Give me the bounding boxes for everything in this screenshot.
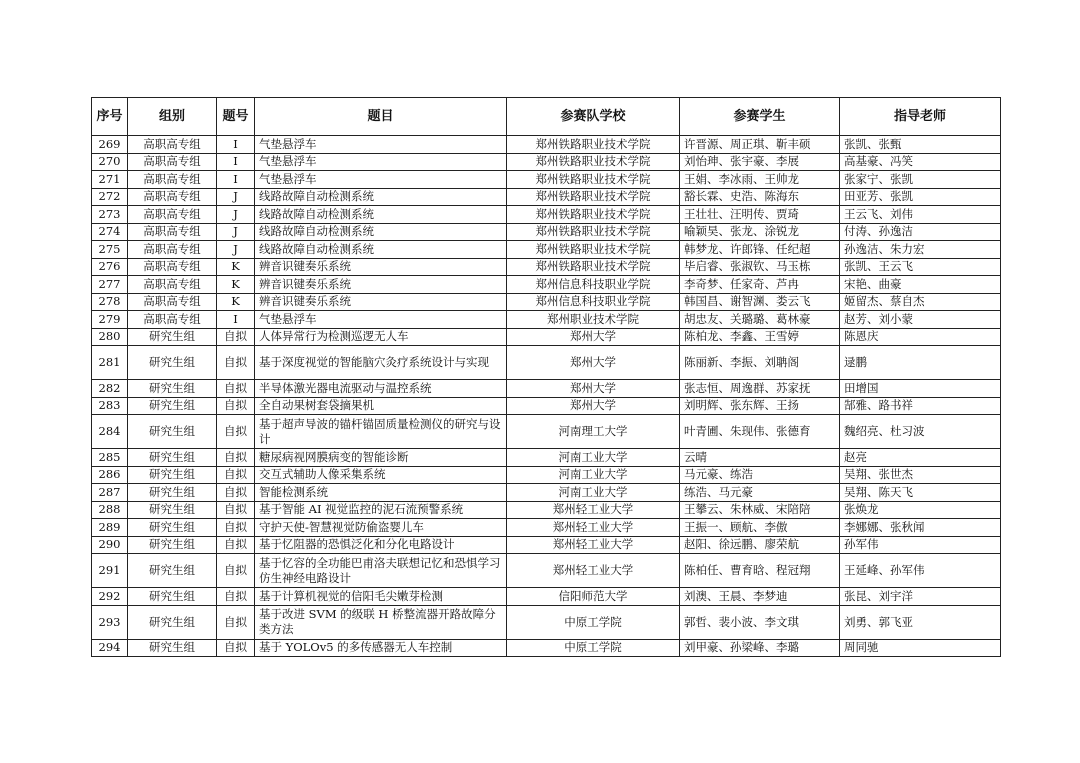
cell-students: 云晴 (680, 449, 840, 467)
table-row (92, 519, 1001, 537)
cell-group: 高职高专组 (128, 136, 217, 154)
table-row (92, 536, 1001, 554)
cell-title: 辨音识键奏乐系统 (255, 276, 507, 294)
cell-group: 高职高专组 (128, 258, 217, 276)
table-row (92, 484, 1001, 502)
cell-code: J (217, 241, 255, 259)
cell-teachers: 陈恩庆 (840, 328, 1001, 346)
cell-index: 291 (92, 554, 128, 588)
table-row (92, 346, 1001, 380)
cell-group: 高职高专组 (128, 223, 217, 241)
cell-title: 气垫悬浮车 (255, 136, 507, 154)
cell-students: 陈丽新、李振、刘聃阁 (680, 346, 840, 380)
cell-code: K (217, 293, 255, 311)
cell-students: 刘明辉、张东辉、王扬 (680, 397, 840, 415)
cell-index: 293 (92, 605, 128, 639)
cell-code: 自拟 (217, 449, 255, 467)
cell-index: 278 (92, 293, 128, 311)
table-row (92, 501, 1001, 519)
award-table (91, 97, 1001, 657)
cell-students: 李奇梦、任家奇、芦冉 (680, 276, 840, 294)
table-row (92, 223, 1001, 241)
cell-title: 智能检测系统 (255, 484, 507, 502)
cell-school: 河南工业大学 (507, 484, 680, 502)
cell-title: 基于超声导波的锚杆锚固质量检测仪的研究与设计 (255, 415, 507, 449)
cell-school: 河南工业大学 (507, 466, 680, 484)
cell-group: 研究生组 (128, 346, 217, 380)
cell-school: 郑州铁路职业技术学院 (507, 223, 680, 241)
cell-teachers: 张家宁、张凯 (840, 171, 1001, 189)
table-row (92, 258, 1001, 276)
cell-group: 高职高专组 (128, 153, 217, 171)
cell-group: 研究生组 (128, 415, 217, 449)
cell-group: 高职高专组 (128, 188, 217, 206)
cell-code: I (217, 171, 255, 189)
cell-school: 信阳师范大学 (507, 588, 680, 606)
cell-students: 王壮壮、汪明传、贾琦 (680, 206, 840, 224)
cell-code: 自拟 (217, 605, 255, 639)
cell-title: 基于忆容的全功能巴甫洛夫联想记忆和恐惧学习仿生神经电路设计 (255, 554, 507, 588)
cell-index: 272 (92, 188, 128, 206)
cell-index: 273 (92, 206, 128, 224)
cell-teachers: 张凯、张甄 (840, 136, 1001, 154)
cell-title: 半导体激光器电流驱动与温控系统 (255, 380, 507, 398)
header-school: 参赛队学校 (507, 98, 680, 136)
cell-teachers: 李娜娜、张秋闻 (840, 519, 1001, 537)
cell-group: 研究生组 (128, 519, 217, 537)
cell-teachers: 赵芳、刘小蒙 (840, 311, 1001, 329)
cell-title: 线路故障自动检测系统 (255, 241, 507, 259)
table-row (92, 380, 1001, 398)
cell-title: 交互式辅助人像采集系统 (255, 466, 507, 484)
table-row (92, 293, 1001, 311)
cell-title: 糖尿病视网膜病变的智能诊断 (255, 449, 507, 467)
cell-teachers: 张焕龙 (840, 501, 1001, 519)
cell-teachers: 姬留杰、蔡自杰 (840, 293, 1001, 311)
header-students: 参赛学生 (680, 98, 840, 136)
cell-title: 全自动果树套袋摘果机 (255, 397, 507, 415)
cell-students: 王振一、顾航、李傲 (680, 519, 840, 537)
cell-teachers: 刘勇、郭飞亚 (840, 605, 1001, 639)
cell-school: 河南工业大学 (507, 449, 680, 467)
table-row (92, 171, 1001, 189)
cell-teachers: 张凯、王云飞 (840, 258, 1001, 276)
table-row (92, 449, 1001, 467)
cell-code: 自拟 (217, 328, 255, 346)
cell-school: 河南理工大学 (507, 415, 680, 449)
cell-group: 高职高专组 (128, 311, 217, 329)
cell-school: 中原工学院 (507, 605, 680, 639)
cell-index: 289 (92, 519, 128, 537)
cell-title: 线路故障自动检测系统 (255, 206, 507, 224)
cell-students: 王娟、李冰雨、王帅龙 (680, 171, 840, 189)
cell-teachers: 孙逸洁、朱力宏 (840, 241, 1001, 259)
cell-group: 研究生组 (128, 605, 217, 639)
cell-teachers: 吴翔、陈天飞 (840, 484, 1001, 502)
cell-group: 研究生组 (128, 588, 217, 606)
cell-group: 研究生组 (128, 501, 217, 519)
table-row (92, 153, 1001, 171)
table-row (92, 554, 1001, 588)
cell-students: 赵阳、徐远鹏、廖荣航 (680, 536, 840, 554)
cell-group: 研究生组 (128, 328, 217, 346)
table-row (92, 588, 1001, 606)
cell-code: K (217, 276, 255, 294)
cell-title: 基于 YOLOv5 的多传感器无人车控制 (255, 639, 507, 657)
cell-teachers: 魏绍亮、杜习波 (840, 415, 1001, 449)
cell-school: 郑州大学 (507, 397, 680, 415)
cell-teachers: 付涛、孙逸洁 (840, 223, 1001, 241)
cell-teachers: 张昆、刘宇洋 (840, 588, 1001, 606)
cell-group: 高职高专组 (128, 241, 217, 259)
cell-index: 292 (92, 588, 128, 606)
cell-title: 气垫悬浮车 (255, 153, 507, 171)
table-row (92, 466, 1001, 484)
cell-school: 郑州大学 (507, 346, 680, 380)
cell-code: 自拟 (217, 380, 255, 398)
cell-group: 研究生组 (128, 397, 217, 415)
cell-index: 279 (92, 311, 128, 329)
cell-school: 郑州铁路职业技术学院 (507, 188, 680, 206)
cell-students: 刘怡珅、张宇豪、李展 (680, 153, 840, 171)
header-group: 组别 (128, 98, 217, 136)
cell-code: J (217, 223, 255, 241)
cell-index: 285 (92, 449, 128, 467)
header-teachers: 指导老师 (840, 98, 1001, 136)
cell-index: 294 (92, 639, 128, 657)
cell-index: 290 (92, 536, 128, 554)
table-body (92, 136, 1001, 657)
cell-index: 271 (92, 171, 128, 189)
cell-index: 274 (92, 223, 128, 241)
cell-school: 郑州大学 (507, 328, 680, 346)
cell-group: 研究生组 (128, 380, 217, 398)
table-row (92, 241, 1001, 259)
cell-code: J (217, 206, 255, 224)
cell-group: 研究生组 (128, 536, 217, 554)
cell-teachers: 赵亮 (840, 449, 1001, 467)
cell-teachers: 宋艳、曲豪 (840, 276, 1001, 294)
cell-index: 276 (92, 258, 128, 276)
cell-school: 郑州铁路职业技术学院 (507, 258, 680, 276)
cell-teachers: 田增国 (840, 380, 1001, 398)
cell-group: 研究生组 (128, 639, 217, 657)
cell-index: 269 (92, 136, 128, 154)
cell-title: 人体异常行为检测巡逻无人车 (255, 328, 507, 346)
cell-teachers: 郜雅、路书祥 (840, 397, 1001, 415)
cell-school: 郑州信息科技职业学院 (507, 276, 680, 294)
cell-index: 288 (92, 501, 128, 519)
header-title: 题目 (255, 98, 507, 136)
table-row (92, 206, 1001, 224)
cell-students: 张志恒、周逸群、苏家抚 (680, 380, 840, 398)
cell-group: 研究生组 (128, 554, 217, 588)
cell-code: 自拟 (217, 415, 255, 449)
cell-students: 韩国昌、谢智渊、娄云飞 (680, 293, 840, 311)
cell-teachers: 田亚芳、张凯 (840, 188, 1001, 206)
table-row (92, 605, 1001, 639)
cell-code: 自拟 (217, 501, 255, 519)
cell-school: 郑州铁路职业技术学院 (507, 241, 680, 259)
cell-group: 高职高专组 (128, 171, 217, 189)
cell-students: 陈柏任、曹育晗、程冠翔 (680, 554, 840, 588)
cell-index: 284 (92, 415, 128, 449)
cell-school: 郑州轻工业大学 (507, 501, 680, 519)
cell-title: 辨音识键奏乐系统 (255, 293, 507, 311)
cell-group: 高职高专组 (128, 206, 217, 224)
cell-index: 281 (92, 346, 128, 380)
cell-code: 自拟 (217, 484, 255, 502)
table-row (92, 639, 1001, 657)
cell-code: 自拟 (217, 554, 255, 588)
cell-students: 许晋源、周正琪、靳丰硕 (680, 136, 840, 154)
cell-code: 自拟 (217, 466, 255, 484)
cell-students: 陈柏龙、李鑫、王雪婷 (680, 328, 840, 346)
cell-school: 郑州职业技术学院 (507, 311, 680, 329)
cell-title: 辨音识键奏乐系统 (255, 258, 507, 276)
table-row (92, 136, 1001, 154)
cell-title: 守护天使-智慧视觉防偷盗婴儿车 (255, 519, 507, 537)
cell-teachers: 周同驰 (840, 639, 1001, 657)
cell-index: 280 (92, 328, 128, 346)
cell-students: 喻颖昊、张龙、涂锐龙 (680, 223, 840, 241)
table-row (92, 328, 1001, 346)
cell-teachers: 逯鹏 (840, 346, 1001, 380)
cell-code: I (217, 311, 255, 329)
cell-title: 基于忆阻器的恐惧泛化和分化电路设计 (255, 536, 507, 554)
cell-code: 自拟 (217, 588, 255, 606)
cell-teachers: 王云飞、刘伟 (840, 206, 1001, 224)
cell-group: 高职高专组 (128, 293, 217, 311)
cell-students: 豁长霖、史浩、陈海东 (680, 188, 840, 206)
cell-title: 线路故障自动检测系统 (255, 188, 507, 206)
cell-title: 基于计算机视觉的信阳毛尖嫩芽检测 (255, 588, 507, 606)
cell-school: 郑州铁路职业技术学院 (507, 171, 680, 189)
cell-teachers: 王延峰、孙军伟 (840, 554, 1001, 588)
cell-students: 练浩、马元豪 (680, 484, 840, 502)
cell-students: 胡忠友、关璐璐、葛林豪 (680, 311, 840, 329)
header-index: 序号 (92, 98, 128, 136)
cell-code: J (217, 188, 255, 206)
cell-school: 郑州铁路职业技术学院 (507, 136, 680, 154)
table-row (92, 188, 1001, 206)
cell-code: 自拟 (217, 639, 255, 657)
cell-students: 韩梦龙、许郎锋、任纪超 (680, 241, 840, 259)
cell-school: 中原工学院 (507, 639, 680, 657)
cell-teachers: 孙军伟 (840, 536, 1001, 554)
cell-title: 气垫悬浮车 (255, 311, 507, 329)
table-row (92, 415, 1001, 449)
cell-group: 研究生组 (128, 484, 217, 502)
cell-index: 282 (92, 380, 128, 398)
cell-title: 基于智能 AI 视觉监控的泥石流预警系统 (255, 501, 507, 519)
cell-students: 刘甲豪、孙梁峰、李璐 (680, 639, 840, 657)
cell-code: 自拟 (217, 397, 255, 415)
cell-school: 郑州铁路职业技术学院 (507, 153, 680, 171)
cell-title: 基于深度视觉的智能脑穴灸疗系统设计与实现 (255, 346, 507, 380)
cell-students: 刘澳、王晨、李梦迪 (680, 588, 840, 606)
header-row (92, 98, 1001, 136)
cell-code: 自拟 (217, 519, 255, 537)
cell-title: 基于改进 SVM 的级联 H 桥整流器开路故障分类方法 (255, 605, 507, 639)
cell-teachers: 高基豪、冯笑 (840, 153, 1001, 171)
cell-index: 283 (92, 397, 128, 415)
cell-code: I (217, 153, 255, 171)
cell-code: K (217, 258, 255, 276)
cell-school: 郑州信息科技职业学院 (507, 293, 680, 311)
cell-teachers: 吴翔、张世杰 (840, 466, 1001, 484)
cell-school: 郑州轻工业大学 (507, 536, 680, 554)
cell-students: 叶青圃、朱现伟、张德育 (680, 415, 840, 449)
cell-group: 研究生组 (128, 449, 217, 467)
header-code: 题号 (217, 98, 255, 136)
cell-title: 线路故障自动检测系统 (255, 223, 507, 241)
cell-code: 自拟 (217, 536, 255, 554)
cell-school: 郑州铁路职业技术学院 (507, 206, 680, 224)
cell-index: 286 (92, 466, 128, 484)
table-row (92, 276, 1001, 294)
cell-school: 郑州轻工业大学 (507, 554, 680, 588)
table-row (92, 397, 1001, 415)
cell-index: 277 (92, 276, 128, 294)
cell-index: 275 (92, 241, 128, 259)
cell-students: 马元豪、练浩 (680, 466, 840, 484)
cell-title: 气垫悬浮车 (255, 171, 507, 189)
cell-school: 郑州大学 (507, 380, 680, 398)
cell-students: 王攀云、朱林威、宋陪陪 (680, 501, 840, 519)
cell-code: 自拟 (217, 346, 255, 380)
table-row (92, 311, 1001, 329)
cell-index: 270 (92, 153, 128, 171)
cell-group: 研究生组 (128, 466, 217, 484)
cell-students: 郭哲、裴小波、李文琪 (680, 605, 840, 639)
cell-group: 高职高专组 (128, 276, 217, 294)
cell-index: 287 (92, 484, 128, 502)
cell-code: I (217, 136, 255, 154)
cell-school: 郑州轻工业大学 (507, 519, 680, 537)
cell-students: 毕启睿、张淑钦、马玉栋 (680, 258, 840, 276)
